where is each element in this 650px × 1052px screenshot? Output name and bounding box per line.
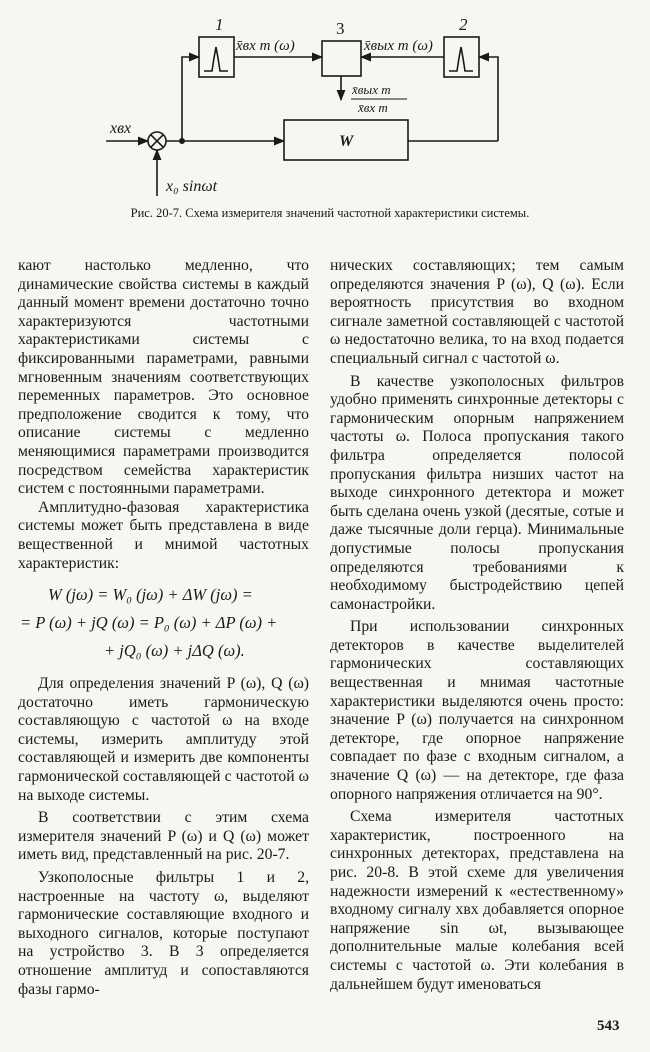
- formula-line-1: W (jω) = W₀ (jω) + ΔW (jω) =: [48, 585, 253, 605]
- right-column: [330, 257, 624, 994]
- w-block-label: W: [339, 133, 354, 150]
- block-1-label: 1: [215, 15, 224, 34]
- right-paragraph-2: В качестве узкополосных фильтров удобно применять синхронные детекторы с гармоническим опорным напряжением частоты ω. Полоса пропускания такого фильтра определяется полосой пропускания фильтра низших частот на выходе синхронного детектора и может быть сделана очень узкой (десятые, сотые и даже тысячные доли герца). Минимальные допустимые полосы пропускания определяются требованиями к необходимому быстродействию цепей самонастройки.: [330, 372, 624, 613]
- formula-line-2: = P (ω) + jQ (ω) = P₀ (ω) + ΔP (ω) +: [20, 613, 278, 633]
- x-in-m-label: x̄вх m (ω): [236, 38, 295, 54]
- page-number: 543: [597, 1018, 620, 1034]
- left-paragraph-1: кают настолько медленно, что динамические свойства системы в каждый данный момент времени достаточно точно характеризуются частотными характеристиками системы с фиксированными параметрами, равными мгновенным значениям соответствующих переменных параметров. Это основное предположение сводится к тому, что описание системы с медленно меняющимися параметрами производится посредством семейства характеристик систем с постоянными параметрами.: [18, 257, 309, 498]
- figure-caption: Рис. 20-7. Схема измерителя значений частотной характеристики системы.: [130, 206, 530, 220]
- formula-line-3: + jQ₀ (ω) + jΔQ (ω).: [104, 641, 245, 661]
- ratio-denominator: x̄вх m: [358, 100, 388, 115]
- left-paragraph-5: Узкополосные фильтры 1 и 2, настроенные на частоту ω, выделяют гармонические составляющие входного и выходного сигналов, которые поступают на устройство 3. В 3 определяется отношение амплитуд и сопоставляются фазы гармо-: [18, 869, 309, 998]
- excitation-label: x₀ sinωt: [166, 178, 218, 195]
- device-3-block: [322, 41, 361, 76]
- filter-2-pulse-icon: [449, 47, 473, 71]
- x-in-label: xвх: [110, 120, 132, 137]
- left-paragraph-3: Для определения значений P (ω), Q (ω) достаточно иметь гармоническую составляющую с частотой ω на входе системы, измерить амплитуду этой составляющей и измерить две компоненты гармонической составляющей с частотой ω на выходе системы.: [18, 675, 309, 804]
- block-2-label: 2: [459, 15, 468, 34]
- left-paragraph-2: Амплитудно-фазовая характеристика системы может быть представлена в виде вещественной и мнимой частотных характеристик:: [18, 498, 309, 572]
- right-paragraph-4: Схема измерителя частотных характеристик, построенного на синхронных детекторах, представлена на рис. 20-8. В этой схеме для увеличения надежности измерений к «естественному» входному сигналу xвх добавляется опорное напряжение sin ωt, вызывающее дополнительные малые колебания всей системы с частотой ω. Эти колебания в дальнейшем будут именоваться: [330, 808, 624, 993]
- right-paragraph-1: нических составляющих; тем самым определяются значения P (ω), Q (ω). Если вероятность присутствия во входном сигнале заметной составляющей с частотой ω недостаточно велика, то на вход подается специальный сигнал с частотой ω.: [330, 257, 624, 367]
- x-out-m-label: x̄вых m (ω): [364, 38, 433, 54]
- ratio-numerator: x̄вых m: [352, 82, 391, 97]
- left-column: [18, 257, 309, 999]
- filter-1-pulse-icon: [204, 47, 228, 71]
- block-3-label: 3: [336, 19, 345, 38]
- formula-block: [18, 581, 309, 665]
- left-paragraph-4: В соответствии с этим схема измерителя значений P (ω) и Q (ω) может иметь вид, представленный на рис. 20-7.: [18, 809, 309, 864]
- right-paragraph-3: При использовании синхронных детекторов в качестве выделителей гармонических составляющих вещественная и мнимая частотные характеристики выделяются очень просто: значение P (ω) получается на синхронном детекторе, где опорное напряжение совпадает по фазе с входным сигналом, а значение Q (ω) — на детекторе, где фаза опорного напряжения отличается на 90°.: [330, 618, 624, 803]
- block-diagram: [0, 0, 650, 205]
